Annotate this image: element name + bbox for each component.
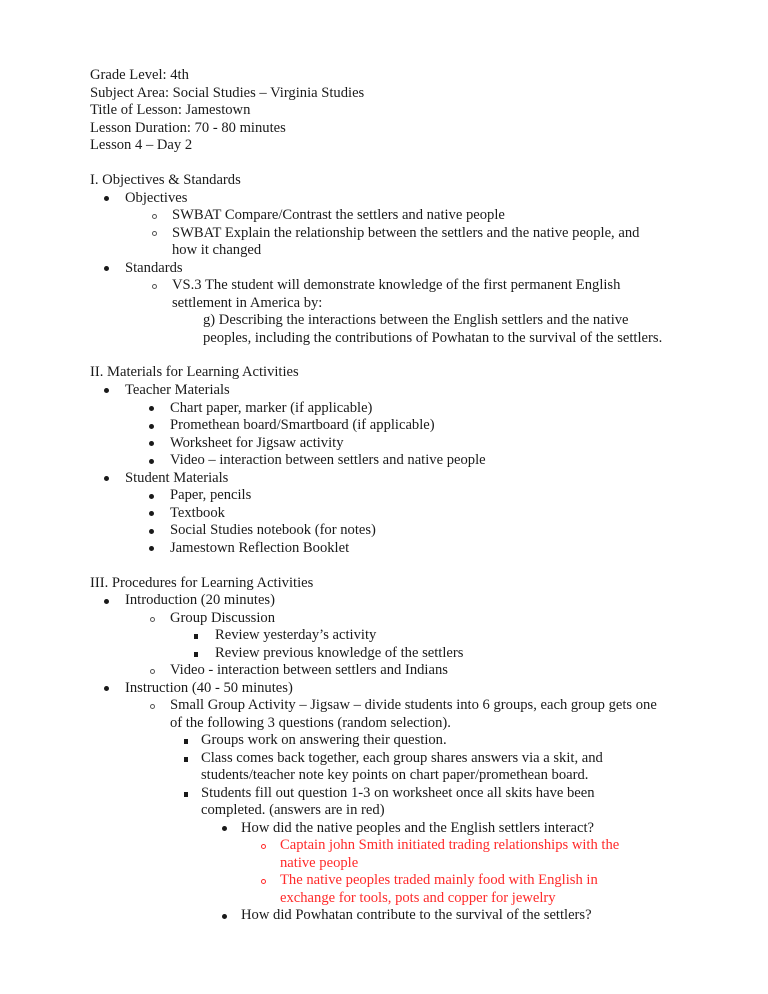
- introduction-label: Introduction (20 minutes): [125, 592, 275, 608]
- square-bullet-icon: [184, 757, 188, 762]
- student-materials-label: Student Materials: [125, 470, 229, 486]
- bullet-icon: [104, 599, 109, 604]
- circle-bullet-icon: [152, 231, 157, 236]
- student-material-item: Textbook: [170, 505, 225, 521]
- objective-item: SWBAT Compare/Contrast the settlers and native people: [172, 207, 505, 223]
- teacher-material-item: Chart paper, marker (if applicable): [170, 400, 373, 416]
- circle-bullet-icon: [152, 214, 157, 219]
- grade-level: Grade Level: 4th: [90, 67, 189, 83]
- circle-bullet-icon: [150, 704, 155, 709]
- section-heading-objectives: I. Objectives & Standards: [90, 172, 241, 188]
- activity-step: Students fill out question 1-3 on worksheet once all skits have been: [201, 785, 595, 801]
- standard-g: g) Describing the interactions between the English settlers and the native: [203, 312, 629, 328]
- section-heading-materials: II. Materials for Learning Activities: [90, 364, 299, 380]
- bullet-icon: [222, 914, 227, 919]
- small-group-activity: Small Group Activity – Jigsaw – divide students into 6 groups, each group gets one: [170, 697, 657, 713]
- circle-bullet-icon: [152, 284, 157, 289]
- bullet-icon: [104, 476, 109, 481]
- standards-label: Standards: [125, 260, 183, 276]
- bullet-icon: [222, 826, 227, 831]
- answer-text-continued: exchange for tools, pots and copper for jewelry: [280, 890, 556, 906]
- bullet-icon: [149, 424, 154, 429]
- teacher-material-item: Promethean board/Smartboard (if applicable): [170, 417, 435, 433]
- bullet-icon: [149, 406, 154, 411]
- objective-item: SWBAT Explain the relationship between the settlers and the native people, and: [172, 225, 640, 241]
- activity-step-continued: completed. (answers are in red): [201, 802, 385, 818]
- teacher-material-item: Video – interaction between settlers and native people: [170, 452, 486, 468]
- group-discussion: Group Discussion: [170, 610, 275, 626]
- instruction-label: Instruction (40 - 50 minutes): [125, 680, 293, 696]
- objective-item-continued: how it changed: [172, 242, 262, 258]
- circle-bullet-icon: [150, 617, 155, 622]
- square-bullet-icon: [194, 652, 198, 657]
- bullet-icon: [149, 546, 154, 551]
- bullet-icon: [104, 686, 109, 691]
- subject-area: Subject Area: Social Studies – Virginia Studies: [90, 85, 365, 101]
- section-heading-procedures: III. Procedures for Learning Activities: [90, 575, 314, 591]
- standard-vs3-continued: settlement in America by:: [172, 295, 323, 311]
- teacher-material-item: Worksheet for Jigsaw activity: [170, 435, 344, 451]
- video-item: Video - interaction between settlers and Indians: [170, 662, 448, 678]
- bullet-icon: [104, 388, 109, 393]
- answer-text-continued: native people: [280, 855, 359, 871]
- student-material-item: Jamestown Reflection Booklet: [170, 540, 350, 556]
- student-material-item: Social Studies notebook (for notes): [170, 522, 376, 538]
- worksheet-question: How did the native peoples and the English settlers interact?: [241, 820, 594, 836]
- discussion-item: Review previous knowledge of the settlers: [215, 645, 464, 661]
- student-material-item: Paper, pencils: [170, 487, 252, 503]
- lesson-title: Title of Lesson: Jamestown: [90, 102, 251, 118]
- activity-step: Class comes back together, each group shares answers via a skit, and: [201, 750, 603, 766]
- circle-bullet-icon: [261, 844, 266, 849]
- activity-step: Groups work on answering their question.: [201, 732, 447, 748]
- square-bullet-icon: [184, 792, 188, 797]
- activity-step-continued: students/teacher note key points on chart paper/promethean board.: [201, 767, 589, 783]
- objectives-label: Objectives: [125, 190, 188, 206]
- bullet-icon: [149, 441, 154, 446]
- bullet-icon: [149, 529, 154, 534]
- standard-g-continued: peoples, including the contributions of Powhatan to the survival of the settlers.: [203, 330, 663, 346]
- discussion-item: Review yesterday’s activity: [215, 627, 377, 643]
- lesson-day: Lesson 4 – Day 2: [90, 137, 193, 153]
- square-bullet-icon: [184, 739, 188, 744]
- circle-bullet-icon: [150, 669, 155, 674]
- bullet-icon: [104, 196, 109, 201]
- worksheet-question: How did Powhatan contribute to the survival of the settlers?: [241, 907, 592, 923]
- teacher-materials-label: Teacher Materials: [125, 382, 230, 398]
- bullet-icon: [149, 511, 154, 516]
- circle-bullet-icon: [261, 879, 266, 884]
- answer-text: Captain john Smith initiated trading relationships with the: [280, 837, 620, 853]
- small-group-activity-continued: of the following 3 questions (random selection).: [170, 715, 451, 731]
- standard-vs3: VS.3 The student will demonstrate knowledge of the first permanent English: [172, 277, 621, 293]
- lesson-duration: Lesson Duration: 70 - 80 minutes: [90, 120, 286, 136]
- bullet-icon: [104, 266, 109, 271]
- square-bullet-icon: [194, 634, 198, 639]
- bullet-icon: [149, 494, 154, 499]
- bullet-icon: [149, 459, 154, 464]
- answer-text: The native peoples traded mainly food with English in: [280, 872, 598, 888]
